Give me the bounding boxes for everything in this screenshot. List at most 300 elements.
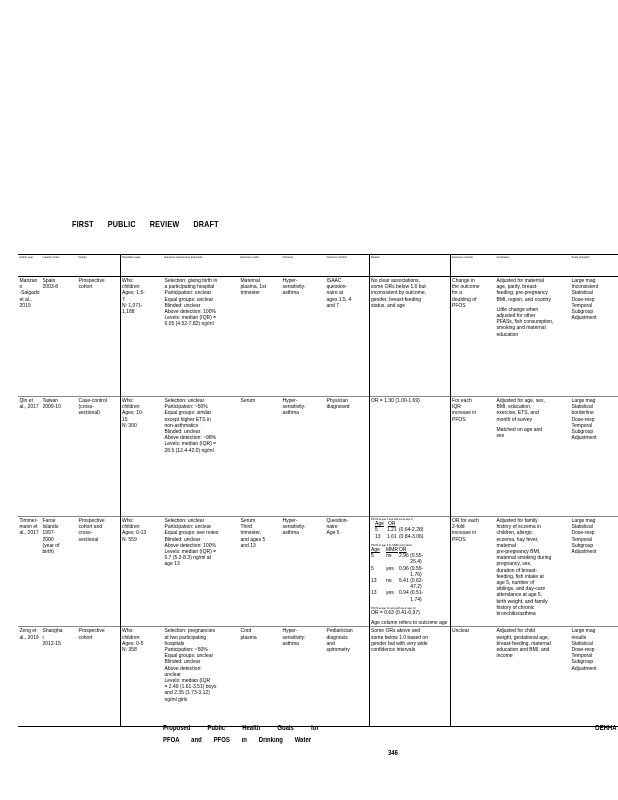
cell-line: age, parity, breast- — [496, 284, 538, 291]
cell-line: Equal groups: unclear — [164, 296, 214, 303]
cell-line: education and BMI, and — [496, 647, 550, 654]
cell-line: IQR — [452, 404, 461, 411]
cell-line: and — [326, 640, 335, 647]
result-value: 2.96 (0.55- — [399, 553, 424, 560]
result-label: PFOS at age 5 and asthma at age 5 — [371, 518, 413, 521]
footer-agency: OEHHA — [595, 725, 617, 732]
cell-line: ng/ml girls — [164, 696, 188, 703]
cell-exposure — [163, 277, 239, 397]
cell-line: sensitivity: — [282, 404, 306, 411]
cell-line: except higher ETS in — [164, 416, 211, 423]
cell-line: and 2.35 (1.73-3.12) — [164, 690, 210, 697]
cell-matrix — [239, 397, 281, 517]
cell-line: Above detection: — [164, 665, 202, 672]
cell-population — [120, 517, 163, 627]
cell-line: birth weight, and family — [496, 598, 548, 605]
result-value: (0.84-3.06) — [399, 533, 424, 540]
cell-method — [325, 397, 369, 517]
cell-line: eczema, hay fever, — [496, 536, 539, 543]
cell-line: cohort and — [78, 524, 103, 531]
cell-line: duration of breast- — [496, 567, 538, 574]
cell-line: at two participating — [164, 634, 207, 641]
cell-line: siblings, and day-care — [496, 586, 546, 593]
cell-author — [18, 627, 41, 727]
cell-line: non-asthmatics — [164, 422, 199, 429]
cell-line: unclear — [164, 671, 181, 678]
cell-line: naire at — [326, 290, 344, 297]
cell-line: the outcome — [452, 284, 480, 291]
cell-contrast — [450, 397, 495, 517]
cell-line: Ages: 10- — [122, 410, 144, 417]
cell-covariates — [495, 397, 570, 517]
cell-line: N: 300 — [122, 422, 137, 429]
result-table-2 — [371, 547, 448, 603]
cell-line: Above detection: 100% — [164, 309, 216, 316]
result-value: 47.2) — [410, 584, 422, 591]
cell-line: Inconsistent — [571, 284, 599, 291]
cell-line: (cross- — [78, 404, 94, 411]
cell-population — [120, 627, 163, 727]
cell-line: Dose-resp — [571, 647, 595, 654]
cell-line: OR for each — [452, 518, 479, 524]
cell-line: ISAAC — [326, 278, 342, 284]
cell-line: sex — [496, 433, 505, 440]
cell-design — [77, 627, 120, 727]
cell-line: Adjusted for family — [496, 518, 538, 524]
cell-line: age 5, number of — [496, 580, 535, 587]
cell-exposure — [163, 627, 239, 727]
cell-line: Question- — [326, 518, 349, 524]
cell-line: Age 5 — [326, 530, 340, 537]
cell-line: ages 1.5, 4 — [326, 296, 352, 303]
cell-line: plasma, 1st — [240, 284, 267, 291]
cell-contrast — [450, 517, 495, 627]
cell-line: question- — [326, 284, 348, 291]
cell-results — [369, 627, 450, 727]
cell-line: Prospective — [78, 518, 105, 524]
cell-line: 6.7 (5.2-8.3) ng/ml at — [164, 555, 211, 562]
cell-line: Large mag — [571, 628, 596, 635]
cell-covariates — [495, 517, 570, 627]
cell-location — [41, 397, 77, 517]
cell-line: income — [496, 653, 513, 660]
cell-line: Statistical — [571, 290, 593, 297]
cell-design — [77, 517, 120, 627]
cell-matrix — [239, 627, 281, 727]
cell-line: Temporal — [571, 653, 593, 660]
cell-line: sensitivity: — [282, 524, 306, 531]
result-label: PFOS at age 5 by MMR vaccination — [371, 543, 413, 547]
result-value: 5 — [371, 553, 374, 560]
cell-line: history of eczema in — [496, 524, 541, 531]
cell-method — [325, 627, 369, 727]
cell-line: and 7 — [326, 302, 340, 309]
result-head: Age — [371, 547, 380, 554]
cell-line: Levels: median (IQR) = — [164, 441, 217, 448]
cell-line: (year of — [42, 542, 60, 549]
result-value: 25.4) — [410, 559, 422, 566]
cell-line: Blinded: unclear — [164, 429, 201, 436]
cell-line: PFOS — [452, 302, 466, 309]
result-or — [399, 578, 433, 590]
cell-line: smoking and maternal — [496, 325, 546, 332]
cell-line: and ages 5 — [240, 536, 266, 543]
cell-line: Manzano — [19, 278, 38, 291]
cell-line: OR = 1.30 (1.00-1.69) — [371, 398, 420, 404]
cell-line: Ages: 0-13 — [122, 530, 147, 537]
header-cell: Exposure assessment and levels — [163, 255, 239, 277]
cell-line: Levels: median (IQR — [164, 678, 211, 685]
cell-line: Participation: unclear — [164, 290, 212, 297]
cell-line: Faroe — [42, 518, 56, 524]
cell-line: Large mag — [571, 398, 596, 404]
cell-line: plasma — [240, 634, 257, 641]
cell-line: Statistical — [571, 640, 593, 647]
cell-line: PFOS — [452, 536, 466, 543]
cell-line: sectional — [78, 536, 99, 543]
cell-line: children — [122, 284, 140, 291]
cell-line: BMI, education, — [496, 404, 532, 411]
cell-line: = 2.49 (1.61-3.51) boys — [164, 684, 217, 691]
page-number: 346 — [388, 750, 398, 757]
cell-line: inconsistent by outcome, — [371, 290, 427, 297]
cell-line: Some ORs above and — [371, 628, 421, 635]
cell-line: 7 — [122, 296, 125, 303]
cell-line: Ages: 1.5- — [122, 290, 145, 297]
cell-line: attendance at age 5, — [496, 592, 543, 599]
cell-line: Adjusted for child — [496, 628, 535, 635]
header-cell: Study strengths — [570, 255, 618, 277]
cell-line: 2019 — [19, 302, 31, 309]
cell-line: Adjustment — [571, 315, 597, 322]
cell-line: Levels: median (IQR) = — [164, 315, 217, 322]
cell-line: asthma — [282, 290, 299, 297]
cell-line: children — [122, 634, 140, 641]
cell-line: Subgroup — [571, 659, 594, 666]
cell-line: 2003-8 — [42, 284, 59, 291]
cell-line: status, and age — [371, 302, 406, 309]
cell-line: doubling of — [452, 296, 477, 303]
cell-line: Blinded: unclear — [164, 302, 201, 309]
cell-line: Hyper- — [282, 518, 298, 524]
cell-line: Serum — [240, 518, 256, 524]
cell-line: pre-pregnancy BMI, — [496, 549, 541, 556]
result-or — [399, 590, 433, 602]
cell-line: Temporal — [571, 536, 593, 543]
cell-line: bronchitis/asthma — [496, 611, 536, 618]
cell-line: 2012-15 — [42, 640, 61, 647]
cell-results — [369, 517, 450, 627]
header-cell: Outcome — [281, 255, 325, 277]
cell-strengths — [570, 277, 618, 397]
cell-author — [18, 397, 41, 517]
cell-line: Subgroup — [571, 429, 594, 436]
cell-line: Selection: pregnancies — [164, 628, 216, 635]
cell-line: Shangha — [42, 628, 63, 635]
cell-line: sensitivity: — [282, 634, 306, 641]
cell-population — [120, 397, 163, 517]
cell-location — [41, 517, 77, 627]
result-head: MMR — [386, 547, 398, 554]
result-value: 1.74) — [410, 596, 422, 603]
cell-line: Timmer- — [19, 518, 38, 524]
cell-line: 2000 — [42, 536, 54, 543]
cell-line: Above detection: 100% — [164, 542, 216, 549]
cell-line: Prospective — [78, 278, 105, 284]
cell-contrast — [450, 627, 495, 727]
cell-line: Unclear — [452, 628, 470, 635]
result-value: 0.96 (0.55- — [399, 565, 424, 572]
cell-covariates — [495, 627, 570, 727]
table-row — [18, 517, 618, 627]
cell-exposure — [163, 397, 239, 517]
cell-line: sectional) — [78, 410, 100, 417]
cell-contrast — [450, 277, 495, 397]
cell-line: 6.05 (4.52-7.82) ng/ml — [164, 321, 214, 328]
cell-line: Adjusted for maternal — [496, 278, 545, 284]
cell-line: al., 2017 — [19, 404, 39, 411]
cell-line: for a — [452, 290, 463, 297]
cell-line: Large mag — [571, 518, 596, 524]
cell-line: cohort — [78, 634, 93, 641]
cell-line: 28.5 (12.4-42.0) ng/ml — [164, 447, 214, 454]
result-value: yes — [386, 565, 394, 572]
header-cell: Design — [77, 255, 120, 277]
cell-line: Prospective — [78, 628, 105, 635]
cell-strengths — [570, 397, 618, 517]
cell-line: increase in — [452, 530, 477, 537]
result-label: PFOS at age 13 and asthma at age 13 — [371, 606, 416, 610]
cell-line: Large mag — [571, 278, 596, 284]
cell-line: trimester — [240, 290, 260, 297]
cell-line: Equal groups: unclear — [164, 653, 214, 660]
cell-line: Hyper- — [282, 628, 298, 635]
cell-method — [325, 517, 369, 627]
cell-line: Adjustment — [571, 435, 597, 442]
cell-line: Dose-resp — [571, 530, 595, 537]
draft-label: FIRST PUBLIC REVIEW DRAFT — [72, 219, 219, 229]
cell-results — [369, 277, 450, 397]
cell-location — [41, 277, 77, 397]
cell-line: Who: — [122, 628, 134, 635]
cell-line: Dose-resp — [571, 296, 595, 303]
cell-line: 1997- — [42, 530, 56, 537]
cell-line: children — [122, 524, 140, 531]
cell-line: a participating hospital — [164, 284, 215, 291]
cell-line: results — [571, 634, 587, 641]
cell-line: adjusted for other — [496, 313, 536, 320]
cell-line: Ages: 0-5 — [122, 640, 144, 647]
cell-line: No clear associations, — [371, 278, 420, 284]
cell-line: Who: — [122, 518, 134, 524]
cell-outcome — [281, 277, 325, 397]
header-cell: Covariates — [495, 255, 570, 277]
cell-results — [369, 397, 450, 517]
result-value: yes — [386, 590, 394, 597]
cell-line: Hyper- — [282, 398, 298, 404]
cell-line: Hyper- — [282, 278, 298, 284]
cell-line: Statistical — [571, 404, 593, 411]
table-row — [18, 397, 618, 517]
cell-line: cohort — [78, 284, 93, 291]
cell-line: Who: — [122, 278, 134, 284]
cell-strengths — [570, 517, 618, 627]
cell-line: Dose-resp — [571, 416, 595, 423]
result-value: 13 — [371, 578, 377, 585]
cell-author — [18, 517, 41, 627]
result-value: 5 — [371, 565, 374, 572]
header-cell: Exposure matrix — [239, 255, 281, 277]
cell-outcome — [281, 517, 325, 627]
evidence-table — [18, 254, 618, 727]
cell-author — [18, 277, 41, 397]
table-row — [18, 277, 618, 397]
cell-method — [325, 277, 369, 397]
result-value: (0.64-2.28) — [399, 527, 424, 534]
cell-line: 1,188 — [122, 309, 135, 316]
cell-line: Subgroup — [571, 309, 594, 316]
cell-line: pregnancy, sex, — [496, 561, 532, 568]
cell-line: Subgroup — [571, 542, 594, 549]
cell-covariates — [495, 277, 570, 397]
result-value: 1.61 — [387, 533, 397, 540]
cell-outcome — [281, 627, 325, 727]
cell-line: maternal — [496, 542, 516, 549]
result-head: OR — [399, 547, 407, 554]
cell-line: PFASs, fish consumption, — [496, 319, 554, 326]
result-value: 1.76) — [410, 571, 422, 578]
cell-line: Matched on age and — [496, 426, 543, 433]
footer-title-line1: Proposed Public Health Goals for — [163, 725, 319, 732]
cell-line: confidence intervals — [371, 647, 416, 654]
cell-outcome — [281, 397, 325, 517]
cell-line: Temporal — [571, 302, 593, 309]
cell-line: Equal groups: see notes — [164, 530, 219, 537]
cell-line: asthma — [282, 640, 299, 647]
cell-line: birth) — [42, 549, 54, 556]
cell-line: Adjusted for age, sex, — [496, 398, 545, 404]
cell-line: Equal groups: similar — [164, 410, 212, 417]
header-cell: Exposure contrast — [450, 255, 495, 277]
result-value: 5 — [375, 527, 378, 534]
cell-line: naire — [326, 524, 338, 531]
result-or — [399, 566, 433, 578]
cell-line: gender but with very wide — [371, 640, 428, 647]
cell-line: Islands — [42, 524, 59, 531]
cell-line: Blinded: unclear — [164, 659, 201, 666]
cell-line: Participation: ~50% — [164, 404, 208, 411]
result-value: 1.21 — [387, 527, 397, 534]
cell-line: Spain — [42, 278, 56, 284]
cell-line: 2-fold — [452, 524, 465, 531]
cell-line: diagnosis — [326, 634, 348, 641]
cell-line: maternal smoking during — [496, 555, 552, 562]
cell-line: increase in — [452, 410, 477, 417]
result-value: OR = 0.63 (0.41-0.97) — [371, 610, 420, 617]
cell-line: N: 358 — [122, 647, 137, 654]
cell-line: history of chronic — [496, 604, 535, 611]
cell-line: borderline — [571, 410, 594, 417]
result-value: no — [386, 553, 392, 560]
table-header-row — [18, 255, 618, 277]
cell-line: sensitivity: — [282, 284, 306, 291]
footer-title-line2: PFOA and PFOS in Drinking Water — [163, 737, 312, 744]
cell-line: exercise, ETS, and — [496, 410, 539, 417]
result-head: OR — [388, 521, 396, 528]
cell-line: Physician — [326, 398, 348, 404]
cell-line: month of survey — [496, 416, 533, 423]
cell-line: feeding, pre-pregnancy — [496, 290, 548, 297]
header-cell: Population ages — [120, 255, 163, 277]
cell-strengths — [570, 627, 618, 727]
result-head: Age — [375, 521, 384, 528]
cell-line: and 13 — [240, 542, 256, 549]
cell-line: Selection: giving birth in — [164, 278, 218, 284]
cell-line: Participation: unclear — [164, 524, 212, 531]
result-value: 13 — [375, 533, 381, 540]
cell-line: feeding, fish intake at — [496, 573, 544, 580]
result-value: 13 — [371, 590, 377, 597]
cell-line: i — [42, 634, 44, 641]
cell-line: cross- — [78, 530, 93, 537]
cell-design — [77, 397, 120, 517]
cell-line: diagnosed — [326, 404, 350, 411]
cell-population — [120, 277, 163, 397]
cell-line: hospitals — [164, 640, 185, 647]
cell-matrix — [239, 277, 281, 397]
cell-line: children, allergic — [496, 530, 533, 537]
cell-line: Selection: unclear — [164, 398, 205, 404]
cell-line: mann et — [19, 524, 38, 531]
cell-line: trimester, — [240, 530, 262, 537]
result-or — [399, 553, 433, 565]
cell-line: N: 559 — [122, 536, 137, 543]
cell-line: Above detection: ~98% — [164, 435, 217, 442]
header-cell: Results — [369, 255, 450, 277]
cell-design — [77, 277, 120, 397]
cell-line: breast-feeding, maternal — [496, 640, 551, 647]
cell-line: 15 — [122, 416, 128, 423]
result-value: no — [386, 578, 392, 585]
cell-line: Third — [240, 524, 252, 531]
cell-line: Blinded: unclear — [164, 536, 201, 543]
cell-line: Change in — [452, 278, 475, 284]
header-cell: Location Years — [41, 255, 77, 277]
cell-line: asthma — [282, 530, 299, 537]
cell-line: Who: — [122, 398, 134, 404]
cell-line: Taiwan — [42, 398, 59, 404]
cell-line: asthma — [282, 410, 299, 417]
cell-line: Adjustment — [571, 665, 597, 672]
cell-line: education — [496, 331, 519, 338]
cell-line: Qin et — [19, 398, 33, 404]
cell-line: Statistical — [571, 524, 593, 531]
cell-line: weight, gestational age, — [496, 634, 550, 641]
cell-line: N: 1,071- — [122, 302, 143, 309]
result-note: Age column refers to outcome age — [371, 620, 448, 627]
table-row — [18, 627, 618, 727]
cell-line: al., 2017 — [19, 530, 39, 537]
cell-line: some ORs below 1.0 but — [371, 284, 426, 291]
cell-line: 2009-10 — [42, 404, 61, 411]
result-value: 5.41 (0.62- — [399, 578, 424, 585]
cell-line: Adjustment — [571, 549, 597, 556]
result-value: 0.94 (0.51- — [399, 590, 424, 597]
cell-line: gender, breast-feeding — [371, 296, 422, 303]
cell-line: -Salgado — [19, 290, 40, 297]
cell-line: Serum — [240, 398, 256, 404]
cell-line: et al., — [19, 296, 32, 303]
